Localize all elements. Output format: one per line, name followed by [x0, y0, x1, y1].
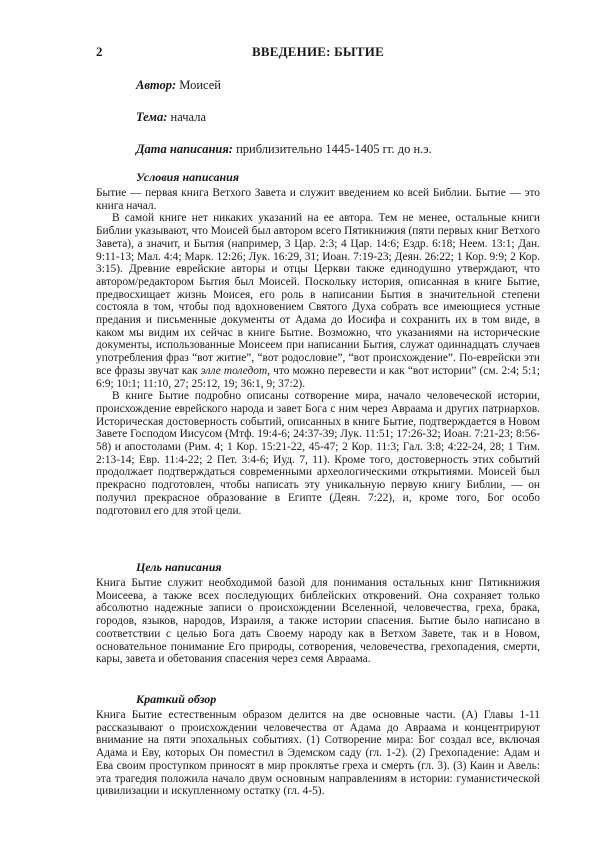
paragraph: Книга Бытие служит необходимой базой для понимания остальных книг Пятикнижия Моисеева, а также всех последующих библейских откровений. Она сохраняет только абсолютно надежные записи о происхождении Вселенной, человечества, греха, брака, городов, языков, народов, Израиля, а также истории спасения. Бытие было написано в соответствии с целью Бога дать Своему народу как в Ветхом Завете, так и в Новом, основательное понимание Его природы, сотворения, человечества, грехопадения, смерти, кары, завета и обетования спасения через семя Авраама. — [96, 577, 540, 666]
section-body-overview — [96, 709, 540, 798]
author-label: Автор: — [136, 78, 177, 92]
section-body-conditions — [96, 187, 540, 517]
paragraph-text: , что можно перевести и как “вот истории” (см. 2:4; 5:1; 6:9; 10:1; 11:10, 27; 25:12, 19; 36:1, 9; 37:2). — [96, 364, 540, 390]
date-line — [136, 142, 432, 157]
running-title: ВВЕДЕНИЕ: БЫТИЕ — [252, 44, 384, 59]
author-value: Моисей — [176, 78, 221, 92]
date-label: Дата написания: — [136, 142, 233, 156]
section-heading-overview: Краткий обзор — [136, 692, 217, 706]
paragraph: В книге Бытие подробно описаны сотворение мира, начало человеческой истории, происхождение еврейского народа и завет Бога с ним через Авраама и других патриархов. Историческая достоверность событий, описанных в книге Бытие, подтверждается в Новом Завете Господом Иисусом (Мтф. 19:4-6; 24:37-39; Лук. 11:51; 17:26-32; Иоан. 7:21-23; 8:56-58) и апостолами (Рим. 4; 1 Кор. 15:21-22, 45-47; 2 Кор. 11:3; Гал. 3:8; 4:22-24, 28; 1 Тим. 2:13-14; Евр. 11:4-22; 2 Пет. 3:4-6; Иуд. 7, 11). Кроме того, достоверность этих событий продолжает подтверждаться современными археологическими открытиями. Моисей был прекрасно подготовлен, чтобы написать эту уникальную первую книгу Библии, — он получил прекрасное образование в Египте (Деян. 7:22), и, кроме того, Бог особо подготовил его для этой цели. — [96, 390, 540, 517]
paragraph: Книга Бытие естественным образом делится на две основные части. (А) Главы 1-11 рассказывают о происхождении человечества от Адама до Авраама и концентрируют внимание на пяти эпохальных событиях. (1) Сотворение мира: Бог создал все, включая Адама и Еву, которых Он поместил в Эдемском саду (гл. 1-2). (2) Грехопадение: Адам и Ева своим проступком приносят в мир проклятье греха и смерть (гл. 3). (3) Каин и Авель: эта трагедия положила начало двум основным направлениям в истории: гуманистической цивилизации и искупленному остатку (гл. 4-5). — [96, 709, 540, 798]
paragraph: Бытие — первая книга Ветхого Завета и служит введением ко всей Библии. Бытие — это книга начал. — [96, 187, 540, 212]
section-body-purpose — [96, 577, 540, 666]
date-value: приблизительно 1445-1405 гг. до н.э. — [232, 142, 432, 156]
page-number: 2 — [96, 44, 103, 59]
theme-line — [136, 110, 206, 125]
author-line — [136, 78, 221, 93]
section-heading-conditions: Условия написания — [136, 170, 240, 184]
page-header — [96, 44, 540, 60]
paragraph-text: В самой книге нет никаких указаний на ее автора. Тем не менее, остальные книги Библии указывают, что Моисей был автором всего Пятикнижия (пяти первых книг Ветхого Завета), а значит, и Бытия (например, 3 Цар. 2:3; 4 Цар. 14:6; Ездр. 6:18; Неем. 13:1; Дан. 9:11-13; Мал. 4:4; Марк. 12:26; Лук. 16:29, 31; Иоан. 7:19-23; Деян. 26:22; 1 Кор. 9:9; 2 Кор. 3:15). Древние еврейские авторы и отцы Церкви также единодушно утверждают, что автором/редактором Бытия был Моисей. Поскольку история, описанная в книге Бытие, предвосхищает жизнь Моисея, его роль в написании Бытия в значительной степени состояла в том, чтобы под вдохновением Святого Духа собрать все имеющиеся устные предания и письменные документы от Адама до Иосифа и сохранить их в том виде, в каком мы видим их сейчас в книге Бытие. Возможно, что указаниями на исторические документы, использованные Моисеем при написании Бытия, служат одиннадцать случаев употребления фраз “вот житие”, “вот родословие”, “вот происхождение”. По-еврейски эти все фразы звучат как — [96, 212, 540, 377]
section-heading-purpose: Цель написания — [136, 560, 222, 574]
paragraph — [96, 212, 540, 390]
paragraph-italic: элле толедот — [200, 364, 268, 377]
theme-label: Тема: — [136, 110, 168, 124]
theme-value: начала — [167, 110, 206, 124]
